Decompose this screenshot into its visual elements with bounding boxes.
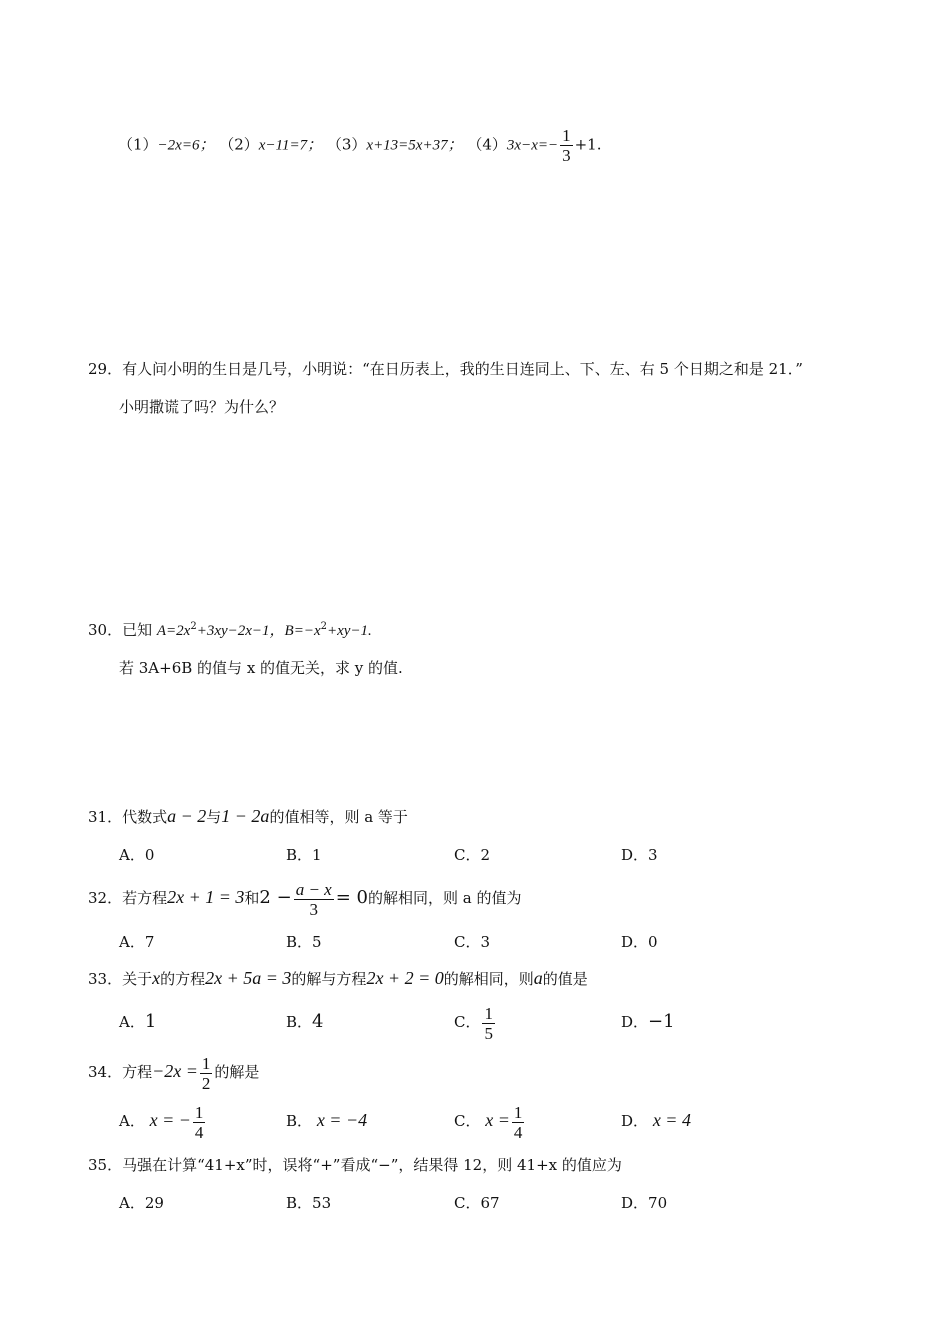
q30-expr-A-part1: A=2x	[156, 623, 191, 639]
q28-part4-equation-left: 3x−x=−	[506, 137, 559, 154]
option-fraction	[512, 1103, 525, 1142]
q28-part1-label: （1）	[118, 135, 158, 154]
q35-option-d[interactable]	[621, 1193, 667, 1213]
q28-part3-label: （3）	[326, 135, 367, 154]
q30-expr-B-part1: B=−x	[284, 623, 321, 639]
q33-var-a: a	[533, 968, 543, 988]
q33-option-d[interactable]	[621, 1012, 675, 1032]
q32-option-a[interactable]	[119, 932, 154, 952]
q31-option-a[interactable]	[119, 845, 154, 865]
q28-part4-fraction	[560, 126, 573, 165]
q30-expr-A-part2: +3xy−2x−1，	[196, 623, 285, 639]
option-value: 29	[144, 1194, 164, 1212]
q35-option-c[interactable]	[454, 1193, 500, 1213]
q33-text-e: 的值是	[542, 970, 588, 988]
option-value: 70	[648, 1194, 668, 1212]
q28-part3-equation: x+13=5x+37；	[366, 137, 463, 154]
q32-text-b: 和	[244, 889, 260, 907]
q33-text-d: 的解相同，则	[443, 970, 534, 988]
option-value: 4	[312, 1011, 324, 1032]
q28-equations-line	[118, 126, 602, 165]
q33-option-b[interactable]	[286, 1012, 323, 1032]
q34-number: 34．	[88, 1063, 123, 1081]
option-expr: x =	[485, 1110, 510, 1130]
q29-text-line1: 有人问小明的生日是几号，小明说：“在日历表上，我的生日连同上、下、左、右 5 个日期之和是 21．”	[122, 360, 803, 378]
option-label: C．	[454, 1194, 481, 1212]
option-label: C．	[454, 933, 481, 951]
option-label: A．	[119, 1013, 145, 1031]
q34-text-b: 的解是	[214, 1063, 260, 1081]
q31-text-a: 代数式	[122, 808, 168, 826]
q30-expr-A-exponent: 2	[190, 621, 197, 632]
option-value: 1	[312, 846, 322, 864]
q34-text-a: 方程	[122, 1063, 153, 1081]
q31-option-b[interactable]	[286, 845, 322, 865]
q35-option-a[interactable]	[119, 1193, 164, 1213]
q31-expr2: 1 − 2a	[221, 806, 270, 826]
fraction-denominator: 5	[484, 1023, 493, 1043]
option-label: D．	[621, 933, 649, 951]
option-label: D．	[621, 1112, 649, 1130]
option-label: B．	[286, 1013, 313, 1031]
q29-line1	[88, 359, 803, 379]
q32-expr1: 2x + 1 = 3	[167, 887, 245, 907]
fraction-denominator: 4	[513, 1122, 523, 1142]
fraction-denominator: 2	[201, 1073, 211, 1093]
option-label: A．	[119, 1194, 145, 1212]
q32-number: 32．	[88, 889, 123, 907]
fraction-numerator: 1	[562, 126, 571, 145]
q30-expr-B-part2: +xy−1.	[327, 623, 372, 639]
q31-text-c: 的值相等，则 a 等于	[269, 808, 408, 826]
option-label: D．	[621, 846, 649, 864]
q31-number: 31．	[88, 808, 123, 826]
option-label: C．	[454, 1112, 481, 1130]
q28-part2-equation: x−11=7；	[258, 137, 323, 154]
fraction-numerator: 1	[484, 1003, 493, 1023]
q30-line2: 若 3A+6B 的值与 x 的值无关，求 y 的值.	[119, 659, 403, 677]
option-label: A．	[119, 1112, 145, 1130]
q33-text-b: 的方程	[160, 970, 206, 988]
q32-option-d[interactable]	[621, 932, 658, 952]
option-label: C．	[454, 846, 481, 864]
option-expr: x = −	[149, 1110, 191, 1130]
option-value: 0	[648, 933, 658, 951]
fraction-numerator: 1	[513, 1102, 523, 1122]
q30-expr-B-exponent: 2	[320, 621, 327, 632]
q33-option-a[interactable]	[119, 1012, 156, 1032]
option-expr: x = 4	[652, 1110, 691, 1130]
q31-stem	[88, 806, 408, 827]
fraction-denominator: 3	[562, 146, 571, 165]
fraction-numerator: 1	[201, 1053, 211, 1073]
option-value: 0	[144, 846, 155, 864]
q30-number: 30．	[88, 621, 123, 639]
q35-number: 35．	[88, 1156, 123, 1174]
option-value: 1	[144, 1011, 157, 1032]
option-fraction	[482, 1004, 495, 1043]
q32-stem	[88, 873, 521, 922]
option-value: 3	[648, 846, 658, 864]
option-value: 7	[144, 933, 155, 951]
q31-option-d[interactable]	[621, 845, 658, 865]
option-label: C．	[454, 1013, 481, 1031]
fraction-denominator: 4	[194, 1122, 204, 1142]
q33-number: 33．	[88, 970, 123, 988]
option-label: A．	[119, 846, 145, 864]
q34-option-a[interactable]	[119, 1097, 207, 1144]
option-value: 2	[480, 846, 491, 864]
option-value: 67	[480, 1194, 500, 1212]
q28-part4-equation-right: +1.	[574, 135, 602, 154]
fraction-numerator: 1	[194, 1102, 204, 1122]
option-label: B．	[286, 1112, 313, 1130]
q32-expr2-left: 2 −	[259, 887, 292, 908]
q30-line1	[88, 620, 372, 641]
q33-text-c: 的解与方程	[291, 970, 367, 988]
option-label: B．	[286, 1194, 313, 1212]
q32-fraction	[294, 880, 334, 919]
q32-text-c: 的解相同，则 a 的值为	[367, 889, 522, 907]
q29-line2: 小明撒谎了吗？为什么？	[119, 398, 285, 416]
q30-text-prefix: 已知	[122, 621, 157, 639]
q34-stem	[88, 1048, 259, 1095]
q31-text-b: 与	[206, 808, 222, 826]
q34-expr: −2x =	[152, 1061, 198, 1081]
fraction-numerator: a − x	[295, 879, 332, 899]
q34-option-d[interactable]	[621, 1110, 691, 1131]
option-label: B．	[286, 933, 313, 951]
option-value: −1	[648, 1011, 675, 1032]
option-label: B．	[286, 846, 313, 864]
q33-option-c[interactable]	[454, 999, 497, 1045]
q35-text: 马强在计算“41+x”时，误将“+”看成“−”，结果得 12，则 41+x 的值应为	[122, 1156, 622, 1174]
q28-part2-label: （2）	[219, 135, 259, 154]
option-expr: x = −4	[316, 1110, 368, 1130]
q33-expr2: 2x + 2 = 0	[366, 968, 444, 988]
option-label: A．	[119, 933, 145, 951]
q35-option-b[interactable]	[286, 1193, 331, 1213]
option-label: D．	[621, 1194, 649, 1212]
q34-fraction	[200, 1054, 213, 1093]
q35-stem	[88, 1155, 622, 1175]
option-value: 53	[312, 1194, 332, 1212]
q33-text-a: 关于	[122, 970, 153, 988]
q29-number: 29．	[88, 360, 123, 378]
option-value: 5	[312, 933, 322, 951]
q32-text-a: 若方程	[122, 889, 168, 907]
q33-stem	[88, 968, 588, 989]
q31-expr1: a − 2	[167, 806, 207, 826]
q28-part1-equation: −2x=6；	[157, 137, 215, 154]
q33-var-x: x	[152, 968, 161, 988]
q32-expr2-right: = 0	[335, 887, 368, 908]
q34-option-c[interactable]	[454, 1097, 526, 1144]
q33-expr1: 2x + 5a = 3	[205, 968, 292, 988]
option-value: 3	[480, 933, 491, 951]
option-label: D．	[621, 1013, 649, 1031]
q31-option-c[interactable]	[454, 845, 490, 865]
option-fraction	[193, 1103, 206, 1142]
q34-option-b[interactable]	[286, 1110, 367, 1131]
q32-option-c[interactable]	[454, 932, 490, 952]
q28-part4-label: （4）	[467, 135, 507, 154]
fraction-denominator: 3	[309, 899, 318, 919]
q32-option-b[interactable]	[286, 932, 322, 952]
